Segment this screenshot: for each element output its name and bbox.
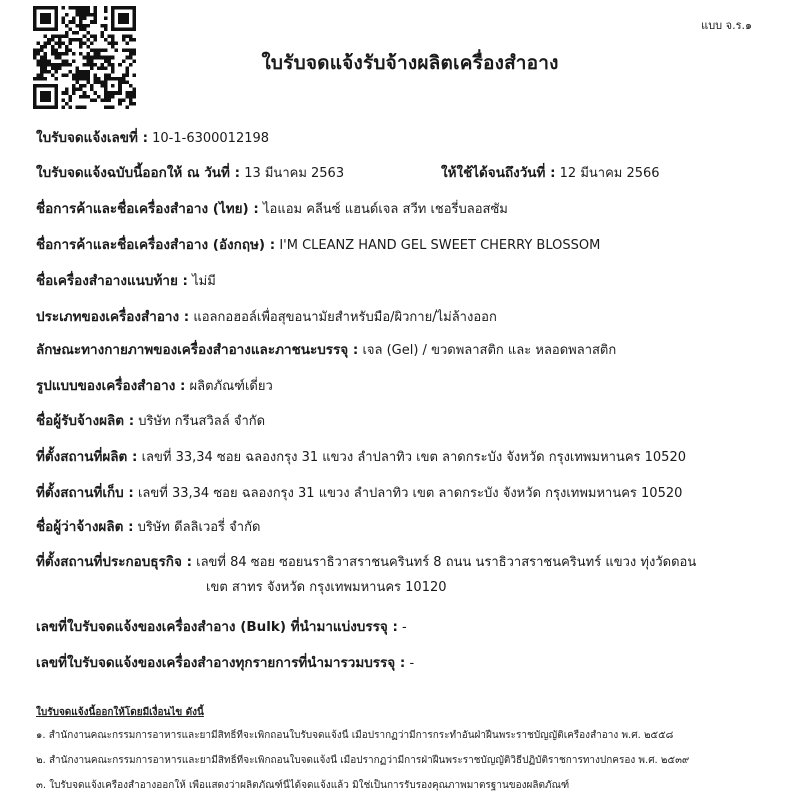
physical-form-value: เจล (Gel) / ขวดพลาสติก และ หลอดพลาสติก [362, 343, 617, 358]
notification-number-value: 10-1-6300012198 [152, 131, 270, 146]
conditions-heading: ใบรับจดแจ้งนี้ออกให้โดยมีเงื่อนไข ดังนี้ [36, 707, 204, 718]
combined-number-row [36, 654, 414, 673]
hiring-party-label: ชื่อผู้ว่าจ้างผลิต : [36, 519, 134, 535]
manufacturing-site-row [36, 448, 686, 467]
trade-name-thai-label: ชื่อการค้าและชื่อเครื่องสำอาง (ไทย) : [36, 201, 259, 217]
condition-item: ๓. ใบรับจดแจ้งเครื่องสำอางออกให้ เพื่อแสดงว่าผลิตภัณฑ์นี้ได้จดแจ้งแล้ว มิใช่เป็นการรับรองคุณภาพมาตรฐานของผลิตภัณฑ์ [36, 780, 570, 791]
form-code: แบบ จ.ร.๑ [701, 19, 752, 32]
product-format-value: ผลิตภัณฑ์เดี่ยว [189, 379, 273, 394]
business-address-line1: เลขที่ 84 ซอย ซอยนราธิวาสราชนครินทร์ 8 ถนน นราธิวาสราชนครินทร์ แขวง ทุ่งวัดดอน [196, 555, 697, 570]
cosmetic-type-label: ประเภทของเครื่องสำอาง : [36, 309, 190, 325]
valid-until-value: 12 มีนาคม 2566 [559, 166, 660, 181]
bulk-number-row [36, 618, 407, 637]
contract-manufacturer-row [36, 412, 265, 431]
bulk-number-value: - [402, 620, 407, 635]
combined-number-label: เลขที่ใบรับจดแจ้งของเครื่องสำอางทุกรายการที่นำมารวมบรรจุ : [36, 655, 406, 671]
attached-name-row [36, 272, 216, 291]
manufacturing-site-label: ที่ตั้งสถานที่ผลิต : [36, 449, 138, 465]
storage-site-value: เลขที่ 33,34 ซอย ฉลองกรุง 31 แขวง ลำปลาทิว เขต ลาดกระบัง จังหวัด กรุงเทพมหานคร 10520 [137, 486, 683, 501]
cosmetic-type-value: แอลกอฮอล์เพื่อสุขอนามัยสำหรับมือ/ผิวกาย/ไม่ล้างออก [193, 310, 497, 325]
trade-name-english-label: ชื่อการค้าและชื่อเครื่องสำอาง (อังกฤษ) : [36, 237, 276, 253]
attached-name-label: ชื่อเครื่องสำอางแนบท้าย : [36, 273, 188, 289]
storage-site-row [36, 484, 682, 503]
bulk-number-label: เลขที่ใบรับจดแจ้งของเครื่องสำอาง (Bulk) ที่นำมาแบ่งบรรจุ : [36, 619, 398, 635]
product-format-label: รูปแบบของเครื่องสำอาง : [36, 378, 186, 394]
document-title: ใบรับจดแจ้งรับจ้างผลิตเครื่องสำอาง [261, 52, 559, 74]
trade-name-english-value: I'M CLEANZ HAND GEL SWEET CHERRY BLOSSOM [279, 238, 601, 253]
trade-name-thai-row [36, 200, 508, 219]
condition-item: ๒. สำนักงานคณะกรรมการอาหารและยามีสิทธิ์ที่จะเพิกถอนใบจดแจ้งนี้ เมื่อปรากฏว่ามีการฝ่าฝืนพระราชบัญญัติวิธีปฏิบัติราชการทางปกครอง พ.ศ. ๒๕๓๙ [36, 755, 690, 766]
trade-name-english-row [36, 236, 600, 255]
product-format-row [36, 377, 273, 396]
valid-until-label: ให้ใช้ได้จนถึงวันที่ : [441, 165, 556, 181]
storage-site-label: ที่ตั้งสถานที่เก็บ : [36, 485, 134, 501]
conditions-section [36, 706, 766, 804]
issued-date-value: 13 มีนาคม 2563 [244, 166, 345, 181]
business-address-line2: เขต สาทร จังหวัด กรุงเทพมหานคร 10120 [206, 580, 447, 595]
physical-form-row [36, 341, 616, 360]
business-address-row [36, 553, 697, 595]
physical-form-label: ลักษณะทางกายภาพของเครื่องสำอางและภาชนะบรรจุ : [36, 342, 359, 358]
hiring-party-row [36, 518, 260, 537]
trade-name-thai-value: ไอแอม คลีนซ์ แฮนด์เจล สวีท เชอรี่บลอสซัม [262, 202, 508, 217]
notification-number-label: ใบรับจดแจ้งเลขที่ : [36, 130, 148, 146]
hiring-party-value: บริษัท ดีลลิเวอรี่ จำกัด [137, 520, 261, 535]
condition-item: ๑. สำนักงานคณะกรรมการอาหารและยามีสิทธิ์ที่จะเพิกถอนใบรับจดแจ้งนี้ เมื่อปรากฏว่ามีการกระทำอันฝ่าฝืนพระราชบัญญัติเครื่องสำอาง พ.ศ. ๒๕๕๘ [36, 730, 674, 741]
contract-manufacturer-label: ชื่อผู้รับจ้างผลิต : [36, 413, 135, 429]
notification-number-row [36, 129, 269, 148]
attached-name-value: ไม่มี [192, 274, 216, 289]
manufacturing-site-value: เลขที่ 33,34 ซอย ฉลองกรุง 31 แขวง ลำปลาทิว เขต ลาดกระบัง จังหวัด กรุงเทพมหานคร 10520 [141, 450, 686, 465]
issue-validity-row [36, 164, 660, 183]
contract-manufacturer-value: บริษัท กรีนสวิลล์ จำกัด [138, 414, 266, 429]
business-address-label: ที่ตั้งสถานที่ประกอบธุรกิจ : [36, 554, 192, 570]
issued-date-label: ใบรับจดแจ้งฉบับนี้ออกให้ ณ วันที่ : [36, 165, 241, 181]
cosmetic-type-row [36, 308, 497, 327]
combined-number-value: - [409, 656, 415, 671]
